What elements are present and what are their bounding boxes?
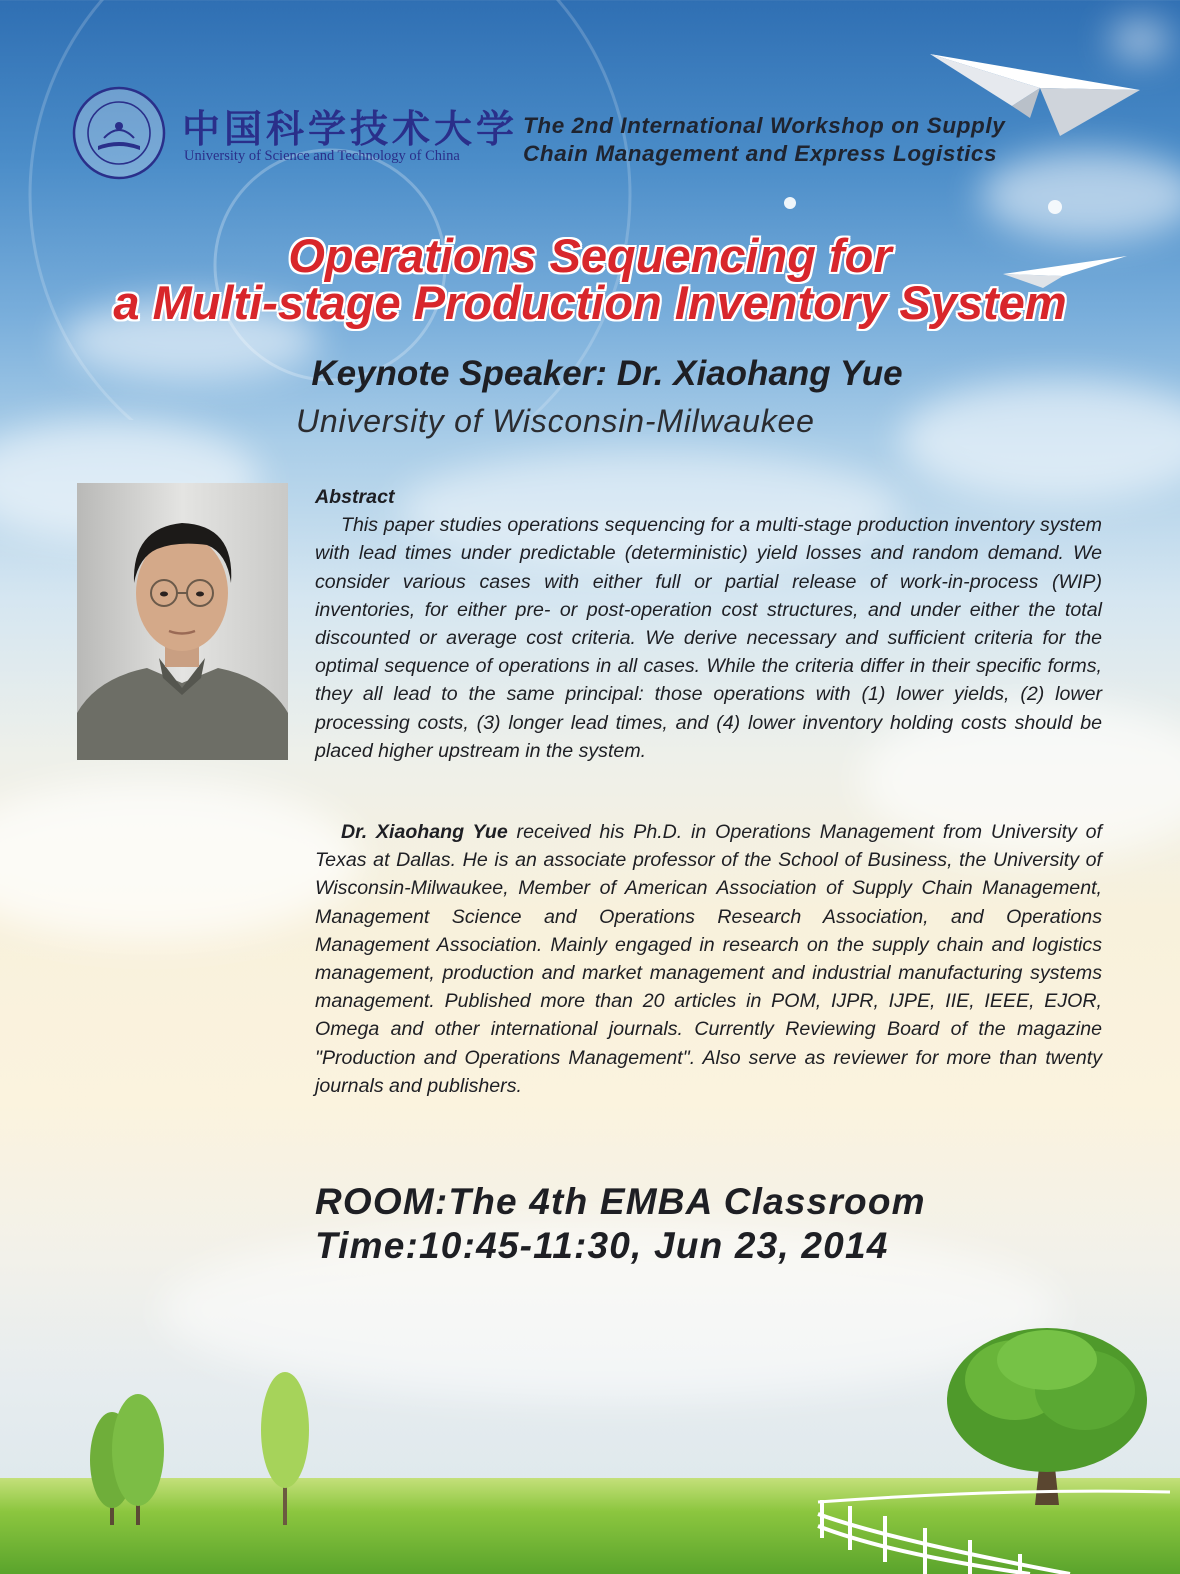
university-seal-logo xyxy=(72,86,166,180)
event-room: ROOM:The 4th EMBA Classroom xyxy=(315,1181,926,1222)
workshop-title xyxy=(523,112,1005,168)
abstract-heading: Abstract xyxy=(315,486,395,508)
abstract-section xyxy=(315,483,1102,765)
event-details xyxy=(315,1180,926,1268)
trees-left-decoration xyxy=(80,1370,320,1530)
talk-title xyxy=(0,229,1180,329)
talk-title-line1: Operations Sequencing for xyxy=(288,229,892,282)
university-name-chinese: 中国科学技术大学 xyxy=(182,106,519,151)
talk-title-line2: a Multi-stage Production Inventory System xyxy=(113,276,1067,329)
bio-body: received his Ph.D. in Operations Management from University of Texas at Dallas. He is an associate professor of the School of Business, the University of Wisconsin-Milwaukee, Member of American Association of Supply Chain Management, Management Science and Operations Research Association, and Operations Management Association. Mainly engaged in research on the supply chain and logistics management, production and market management and industrial manufacturing systems management. Published more than 20 articles in POM, IJPR, IJPE, IIE, IEEE, EJOR, Omega and other international journals. Currently Reviewing Board of the magazine "Production and Operations Management". Also serve as reviewer for more than twenty journals and publishers. xyxy=(315,821,1103,1097)
abstract-body: This paper studies operations sequencing for a multi-stage production inventory system with lead times under predictable (deterministic) yield losses and random demand. We consider various cases with either full or partial release of work-in-process (WIP) inventories, for either pre- or post-operation cost structures, and under either the total discounted or average cost criteria. We derive necessary and sufficient criteria for the optimal sequence of operations in all cases. While the criteria differ in their specific forms, they all lead to the same principal: those operations with (1) lower yields, (2) lower processing costs, (3) longer lead times, and (4) lower inventory holding costs should be placed higher upstream in the system. xyxy=(315,514,1102,762)
university-name-english: University of Science and Technology of China xyxy=(184,148,460,164)
event-time: Time:10:45-11:30, Jun 23, 2014 xyxy=(315,1225,889,1266)
speaker-photo xyxy=(77,483,288,760)
bio-speaker-name: Dr. Xiaohang Yue xyxy=(341,821,508,843)
speaker-bio xyxy=(315,818,1102,1100)
keynote-speaker: Keynote Speaker: Dr. Xiaohang Yue xyxy=(311,354,903,393)
workshop-title-line2: Chain Management and Express Logistics xyxy=(523,141,998,166)
fence-decoration xyxy=(810,1480,1180,1574)
speaker-affiliation: University of Wisconsin-Milwaukee xyxy=(296,403,815,439)
workshop-title-line1: The 2nd International Workshop on Supply xyxy=(523,113,1006,138)
